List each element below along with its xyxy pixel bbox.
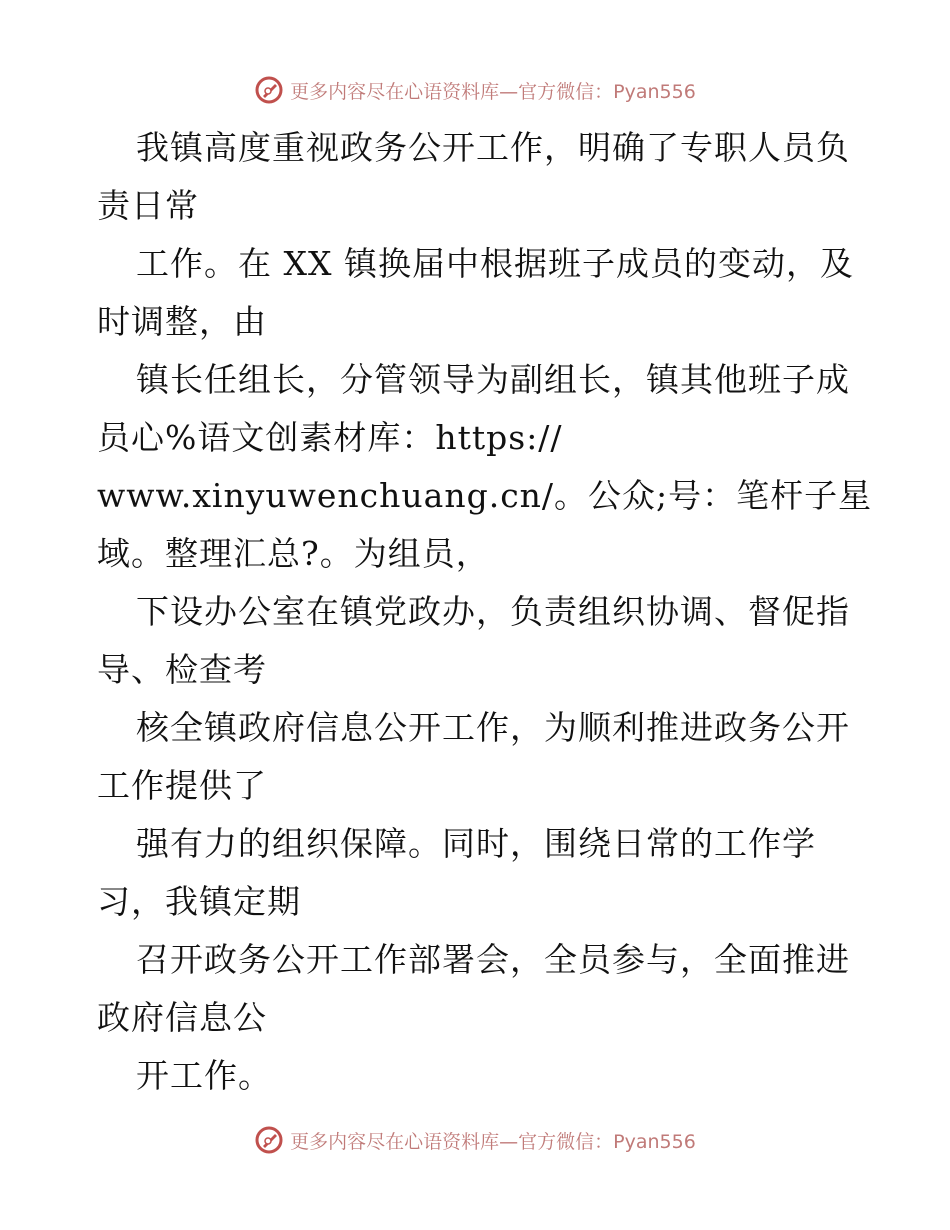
header-banner — [0, 70, 950, 110]
footer-banner — [0, 1120, 950, 1160]
document-body — [97, 126, 873, 1112]
paragraph-line-7: www.xinyuwenchuang.cn/。公众;号：笔杆子星 — [97, 476, 873, 515]
header-banner-text: 更多内容尽在心语资料库—官方微信：Pyan556 — [290, 80, 696, 103]
paragraph-line-6: 员心%语文创素材库：https:// — [97, 418, 563, 457]
paragraph-line-11: 核全镇政府信息公开工作，为顺利推进政务公开 — [136, 708, 850, 747]
paragraph-line-2: 责日常 — [97, 186, 199, 225]
paragraph-line-17: 开工作。 — [136, 1056, 272, 1095]
paragraph-line-1: 我镇高度重视政务公开工作，明确了专职人员负 — [136, 128, 850, 167]
paragraph-line-3: 工作。在 XX 镇换届中根据班子成员的变动，及 — [136, 244, 854, 283]
paragraph-line-12: 工作提供了 — [97, 766, 267, 805]
paragraph-line-15: 召开政务公开工作部署会，全员参与，全面推进 — [136, 940, 850, 979]
quill-seal-icon — [254, 75, 284, 105]
paragraph-line-16: 政府信息公 — [97, 998, 267, 1037]
paragraph-line-5: 镇长任组长，分管领导为副组长，镇其他班子成 — [136, 360, 850, 399]
paragraph-line-9: 下设办公室在镇党政办，负责组织协调、督促指 — [136, 592, 850, 631]
footer-banner-text: 更多内容尽在心语资料库—官方微信：Pyan556 — [290, 1130, 696, 1153]
paragraph-line-13: 强有力的组织保障。同时，围绕日常的工作学 — [136, 824, 816, 863]
paragraph-line-4: 时调整，由 — [97, 302, 267, 341]
quill-seal-icon — [254, 1125, 284, 1155]
paragraph-line-10: 导、检查考 — [97, 650, 267, 689]
paragraph-line-14: 习，我镇定期 — [97, 882, 301, 921]
paragraph-line-8: 域。整理汇总?。为组员， — [97, 534, 490, 573]
